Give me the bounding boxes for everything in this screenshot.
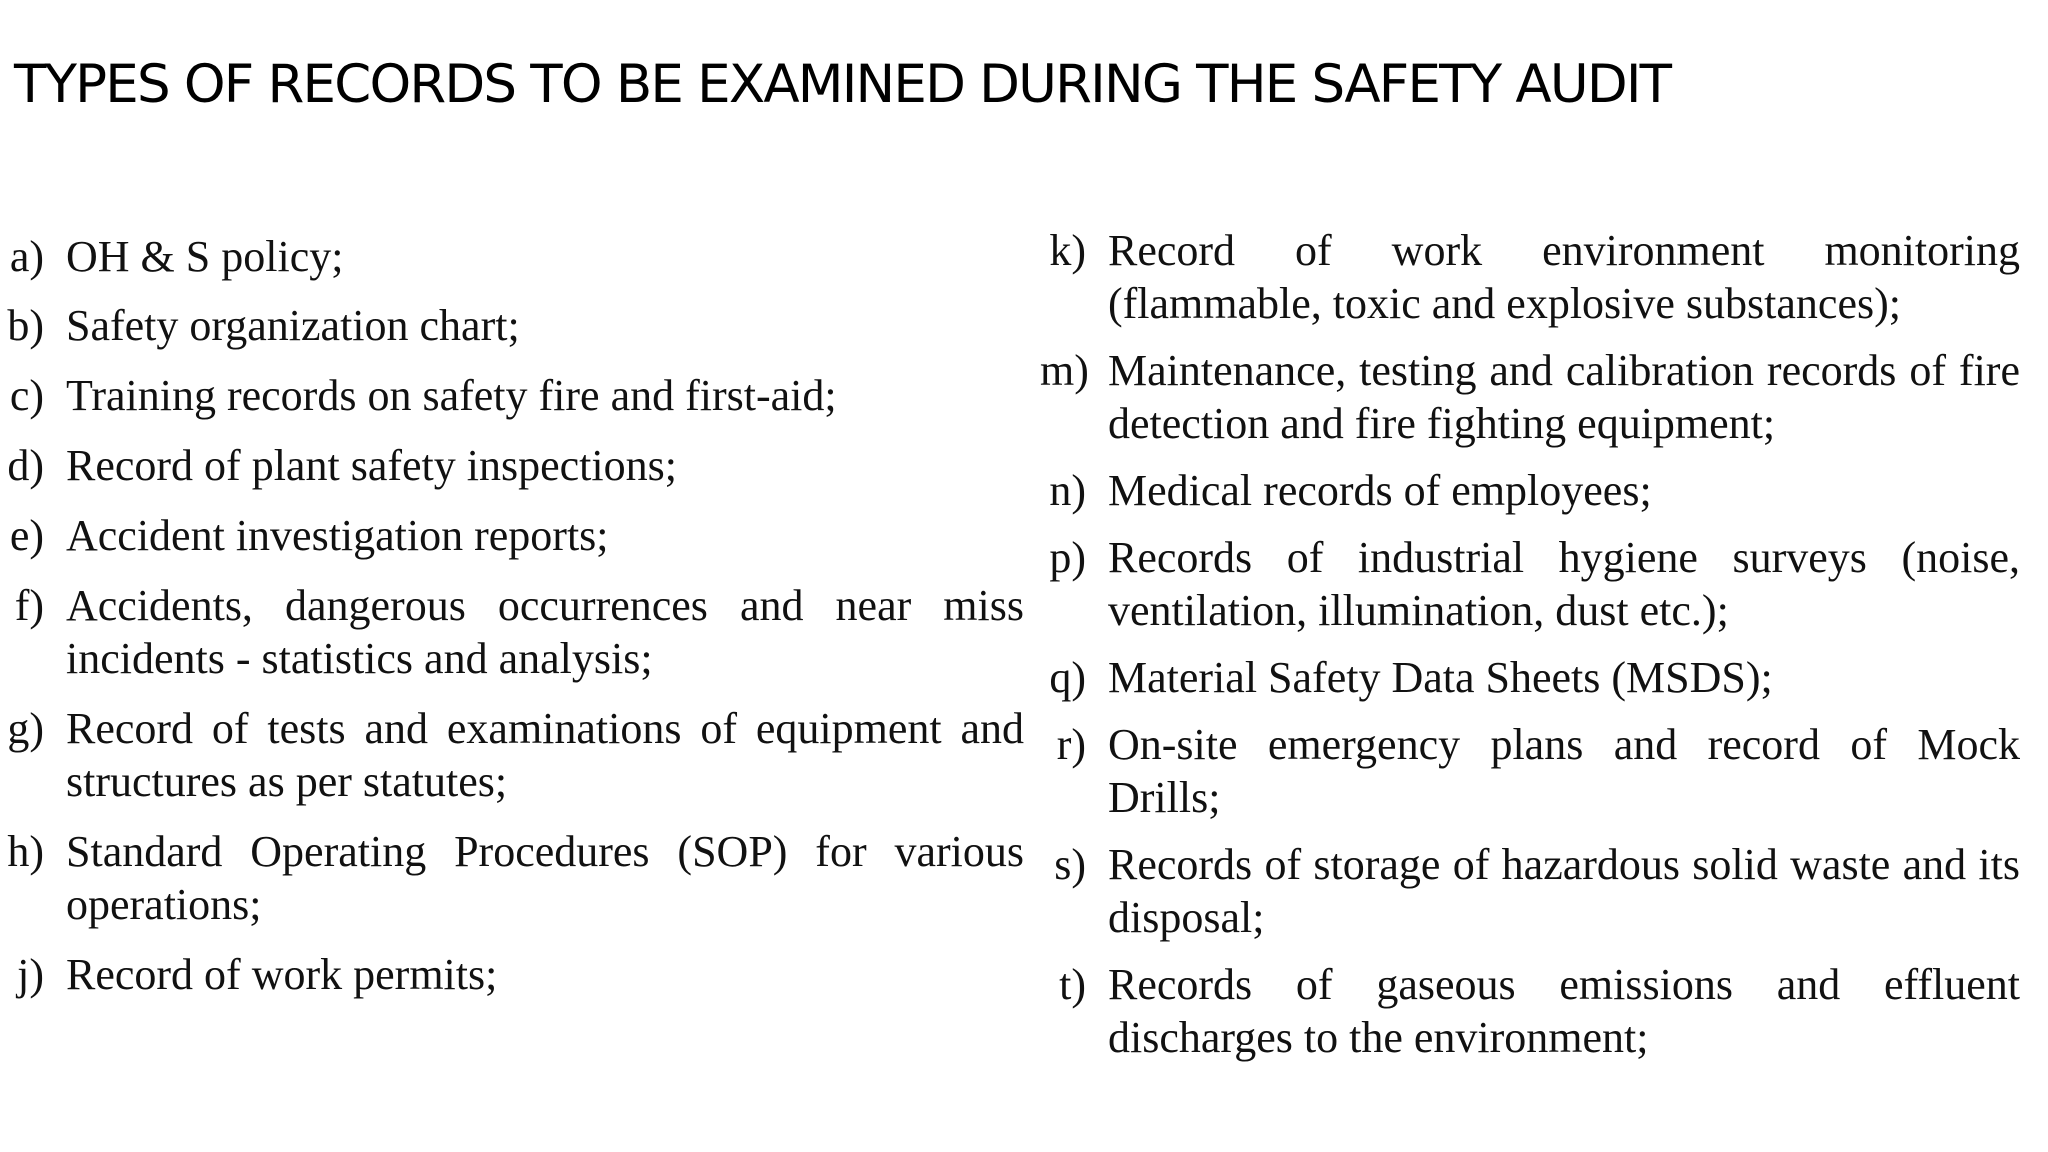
item-text: Record of work permits;: [66, 950, 498, 999]
item-text: Accidents, dangerous occurrences and near miss incidents - statistics and analysis;: [66, 581, 1024, 683]
item-letter: n): [1049, 466, 1086, 515]
item-text: Maintenance, testing and calibration records of fire detection and fire fighting equipment;: [1108, 346, 2020, 448]
item-letter: s): [1054, 840, 1086, 889]
item-text: Records of industrial hygiene surveys (noise, ventilation, illumination, dust etc.);: [1108, 533, 2020, 635]
item-letter: a): [9, 232, 44, 281]
item-letter: g): [7, 704, 44, 753]
item-letter: k): [1049, 226, 1086, 275]
list-item: [0, 509, 1024, 562]
list-item: [0, 299, 1024, 352]
list-item: [0, 579, 1024, 685]
item-letter: d): [7, 441, 44, 490]
list-item: [0, 439, 1024, 492]
item-text: Record of tests and examinations of equipment and structures as per statutes;: [66, 704, 1024, 806]
item-letter: q): [1049, 653, 1086, 702]
left-records-list: [0, 230, 1024, 1001]
item-letter: j): [17, 950, 44, 999]
item-letter: m): [1040, 346, 1089, 395]
list-item: [0, 702, 1024, 808]
slide-title: TYPES OF RECORDS TO BE EXAMINED DURING THE SAFETY AUDIT: [14, 54, 1671, 115]
list-item: [0, 369, 1024, 422]
item-letter: h): [7, 827, 44, 876]
item-text: Training records on safety fire and first-aid;: [66, 371, 837, 420]
item-text: Accident investigation reports;: [66, 511, 609, 560]
item-text: OH & S policy;: [66, 232, 344, 281]
item-letter: b): [7, 301, 44, 350]
item-letter: t): [1059, 960, 1086, 1009]
list-item: [1040, 464, 2020, 517]
item-text: Material Safety Data Sheets (MSDS);: [1108, 653, 1773, 702]
item-text: Record of plant safety inspections;: [66, 441, 677, 490]
item-letter: c): [9, 371, 44, 420]
list-item: [1040, 958, 2020, 1064]
item-text: Records of gaseous emissions and effluent discharges to the environment;: [1108, 960, 2020, 1062]
item-letter: p): [1049, 533, 1086, 582]
item-text: Record of work environment monitoring (flammable, toxic and explosive substances);: [1108, 226, 2020, 328]
list-item: [1040, 531, 2020, 637]
item-letter: e): [9, 511, 44, 560]
list-item: [0, 948, 1024, 1001]
item-text: Medical records of employees;: [1108, 466, 1652, 515]
item-letter: f): [14, 581, 44, 630]
list-item: [1040, 224, 2020, 330]
list-item: [1040, 344, 2020, 450]
item-text: Safety organization chart;: [66, 301, 520, 350]
list-item: [0, 230, 1024, 283]
list-item: [0, 825, 1024, 931]
list-item: [1040, 651, 2020, 704]
right-records-list: [1040, 224, 2020, 1064]
item-text: On-site emergency plans and record of Mock Drills;: [1108, 720, 2020, 822]
list-item: [1040, 838, 2020, 944]
list-item: [1040, 718, 2020, 824]
item-text: Standard Operating Procedures (SOP) for various operations;: [66, 827, 1024, 929]
item-text: Records of storage of hazardous solid waste and its disposal;: [1108, 840, 2020, 942]
item-letter: r): [1056, 720, 1086, 769]
